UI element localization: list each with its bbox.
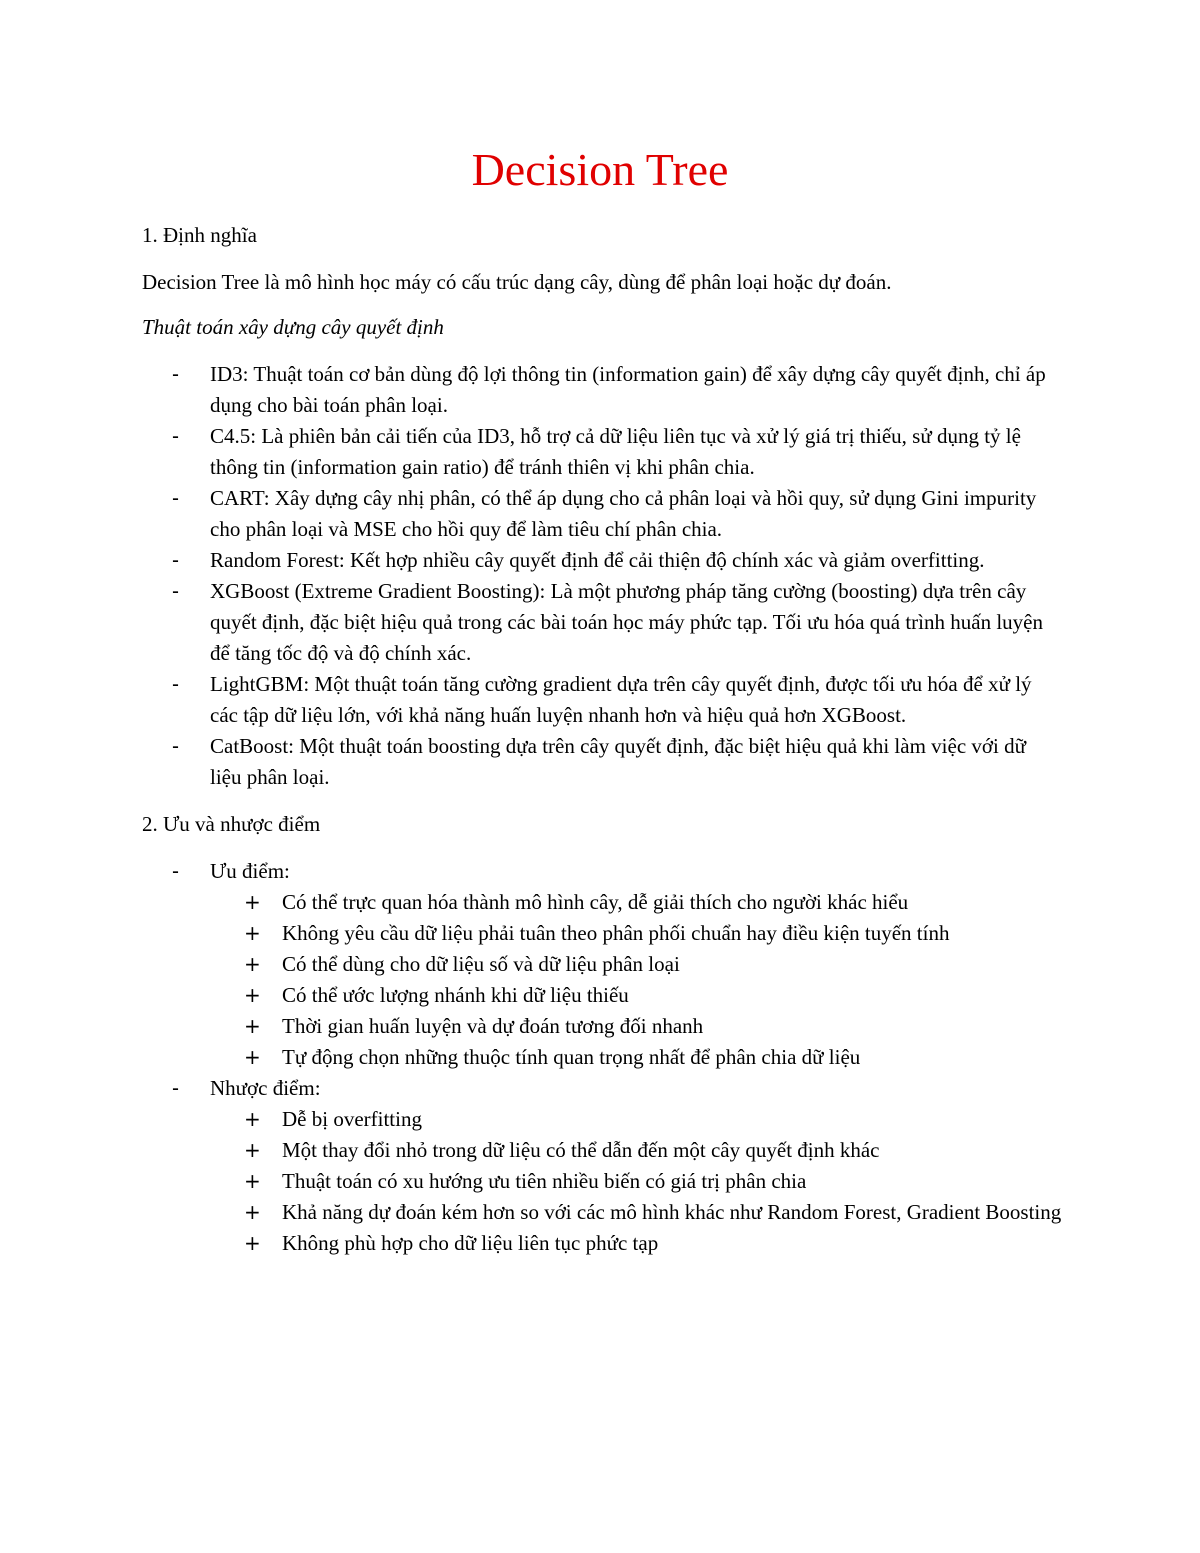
list-item-text: Khả năng dự đoán kém hơn so với các mô hình khác như Random Forest, Gradient Boosting (282, 1200, 1062, 1224)
pros-list (210, 887, 1062, 1073)
list-item (142, 1166, 1134, 1197)
document-body (142, 220, 1062, 1259)
list-item-text: XGBoost (Extreme Gradient Boosting): Là một phương pháp tăng cường (boosting) dựa trên cây quyết định, đặc biệt hiệu quả trong các bài toán học máy phức tạp. Tối ưu hóa quá trình huấn luyện để tăng tốc độ và độ chính xác. (210, 579, 1043, 665)
list-item (142, 949, 1134, 980)
list-item-text: CatBoost: Một thuật toán boosting dựa trên cây quyết định, đặc biệt hiệu quả khi làm việc với dữ liệu phân loại. (210, 734, 1026, 789)
list-item (142, 980, 1134, 1011)
list-item (142, 1104, 1134, 1135)
list-item-text: Thuật toán có xu hướng ưu tiên nhiều biến có giá trị phân chia (282, 1169, 807, 1193)
list-item-text: Thời gian huấn luyện và dự đoán tương đối nhanh (282, 1014, 704, 1038)
list-item-text: Có thể trực quan hóa thành mô hình cây, dễ giải thích cho người khác hiểu (282, 890, 909, 914)
plus-bullet: + (244, 921, 261, 945)
list-item-text: ID3: Thuật toán cơ bản dùng độ lợi thông tin (information gain) để xây dựng cây quyết định, chỉ áp dụng cho bài toán phân loại. (210, 362, 1046, 417)
definition-paragraph: Decision Tree là mô hình học máy có cấu trúc dạng cây, dùng để phân loại hoặc dự đoán. (142, 270, 892, 294)
section-heading-definition: 1. Định nghĩa (142, 223, 257, 247)
list-item-text: C4.5: Là phiên bản cải tiến của ID3, hỗ trợ cả dữ liệu liên tục và xử lý giá trị thiếu, sử dụng tỷ lệ thông tin (information gain ratio) để tránh thiên vị khi phân chia. (210, 424, 1021, 479)
dash-bullet: - (172, 1077, 179, 1100)
dash-bullet: - (172, 425, 179, 448)
list-item-text: Không yêu cầu dữ liệu phải tuân theo phân phối chuẩn hay điều kiện tuyến tính (282, 921, 950, 945)
list-item-c45 (142, 421, 1062, 483)
list-item-catboost (142, 731, 1062, 793)
plus-bullet: + (244, 1045, 261, 1069)
dash-bullet: - (172, 673, 179, 696)
list-item-id3 (142, 359, 1062, 421)
plus-bullet: + (244, 1014, 261, 1038)
dash-bullet: - (172, 487, 179, 510)
page-title: Decision Tree (471, 144, 729, 195)
list-item-random-forest (142, 545, 1062, 576)
plus-bullet: + (244, 1169, 261, 1193)
dash-bullet: - (172, 860, 179, 883)
plus-bullet: + (244, 983, 261, 1007)
list-item-text: Không phù hợp cho dữ liệu liên tục phức tạp (282, 1231, 659, 1255)
list-item-cons (142, 1073, 1062, 1259)
dash-bullet: - (172, 735, 179, 758)
plus-bullet: + (244, 1231, 261, 1255)
list-item-lightgbm (142, 669, 1062, 731)
plus-bullet: + (244, 1107, 261, 1131)
list-item-text: Có thể ước lượng nhánh khi dữ liệu thiếu (282, 983, 629, 1007)
list-item (142, 918, 1134, 949)
list-item-text: Random Forest: Kết hợp nhiều cây quyết định để cải thiện độ chính xác và giảm overfitting. (210, 548, 985, 572)
cons-list (210, 1104, 1062, 1259)
list-item (142, 1042, 1134, 1073)
pros-cons-list (142, 856, 1062, 1259)
dash-bullet: - (172, 363, 179, 386)
list-item-text: Tự động chọn những thuộc tính quan trọng nhất để phân chia dữ liệu (282, 1045, 861, 1069)
list-item (142, 1228, 1134, 1259)
plus-bullet: + (244, 1200, 261, 1224)
plus-bullet: + (244, 890, 261, 914)
list-item-text: Dễ bị overfitting (282, 1107, 422, 1131)
list-item-text: CART: Xây dựng cây nhị phân, có thể áp dụng cho cả phân loại và hồi quy, sử dụng Gini impurity cho phân loại và MSE cho hồi quy để làm tiêu chí phân chia. (210, 486, 1037, 541)
dash-bullet: - (172, 549, 179, 572)
list-item (142, 1135, 1134, 1166)
list-item-pros (142, 856, 1062, 1073)
list-item-cart (142, 483, 1062, 545)
list-item (142, 1197, 1134, 1228)
plus-bullet: + (244, 952, 261, 976)
plus-bullet: + (244, 1138, 261, 1162)
list-item-text: LightGBM: Một thuật toán tăng cường gradient dựa trên cây quyết định, được tối ưu hóa để xử lý các tập dữ liệu lớn, với khả năng huấn luyện nhanh hơn và hiệu quả hơn XGBoost. (210, 672, 1032, 727)
list-item (142, 1011, 1134, 1042)
list-item (142, 887, 1134, 918)
section-heading-pros-cons: 2. Ưu và nhược điểm (142, 812, 321, 836)
algorithms-subheading: Thuật toán xây dựng cây quyết định (142, 315, 444, 339)
cons-label: Nhược điểm: (210, 1076, 321, 1100)
list-item-text: Một thay đổi nhỏ trong dữ liệu có thể dẫn đến một cây quyết định khác (282, 1138, 880, 1162)
list-item-text: Có thể dùng cho dữ liệu số và dữ liệu phân loại (282, 952, 680, 976)
algorithms-list (142, 359, 1062, 793)
list-item-xgboost (142, 576, 1062, 669)
pros-label: Ưu điểm: (210, 859, 290, 883)
dash-bullet: - (172, 580, 179, 603)
